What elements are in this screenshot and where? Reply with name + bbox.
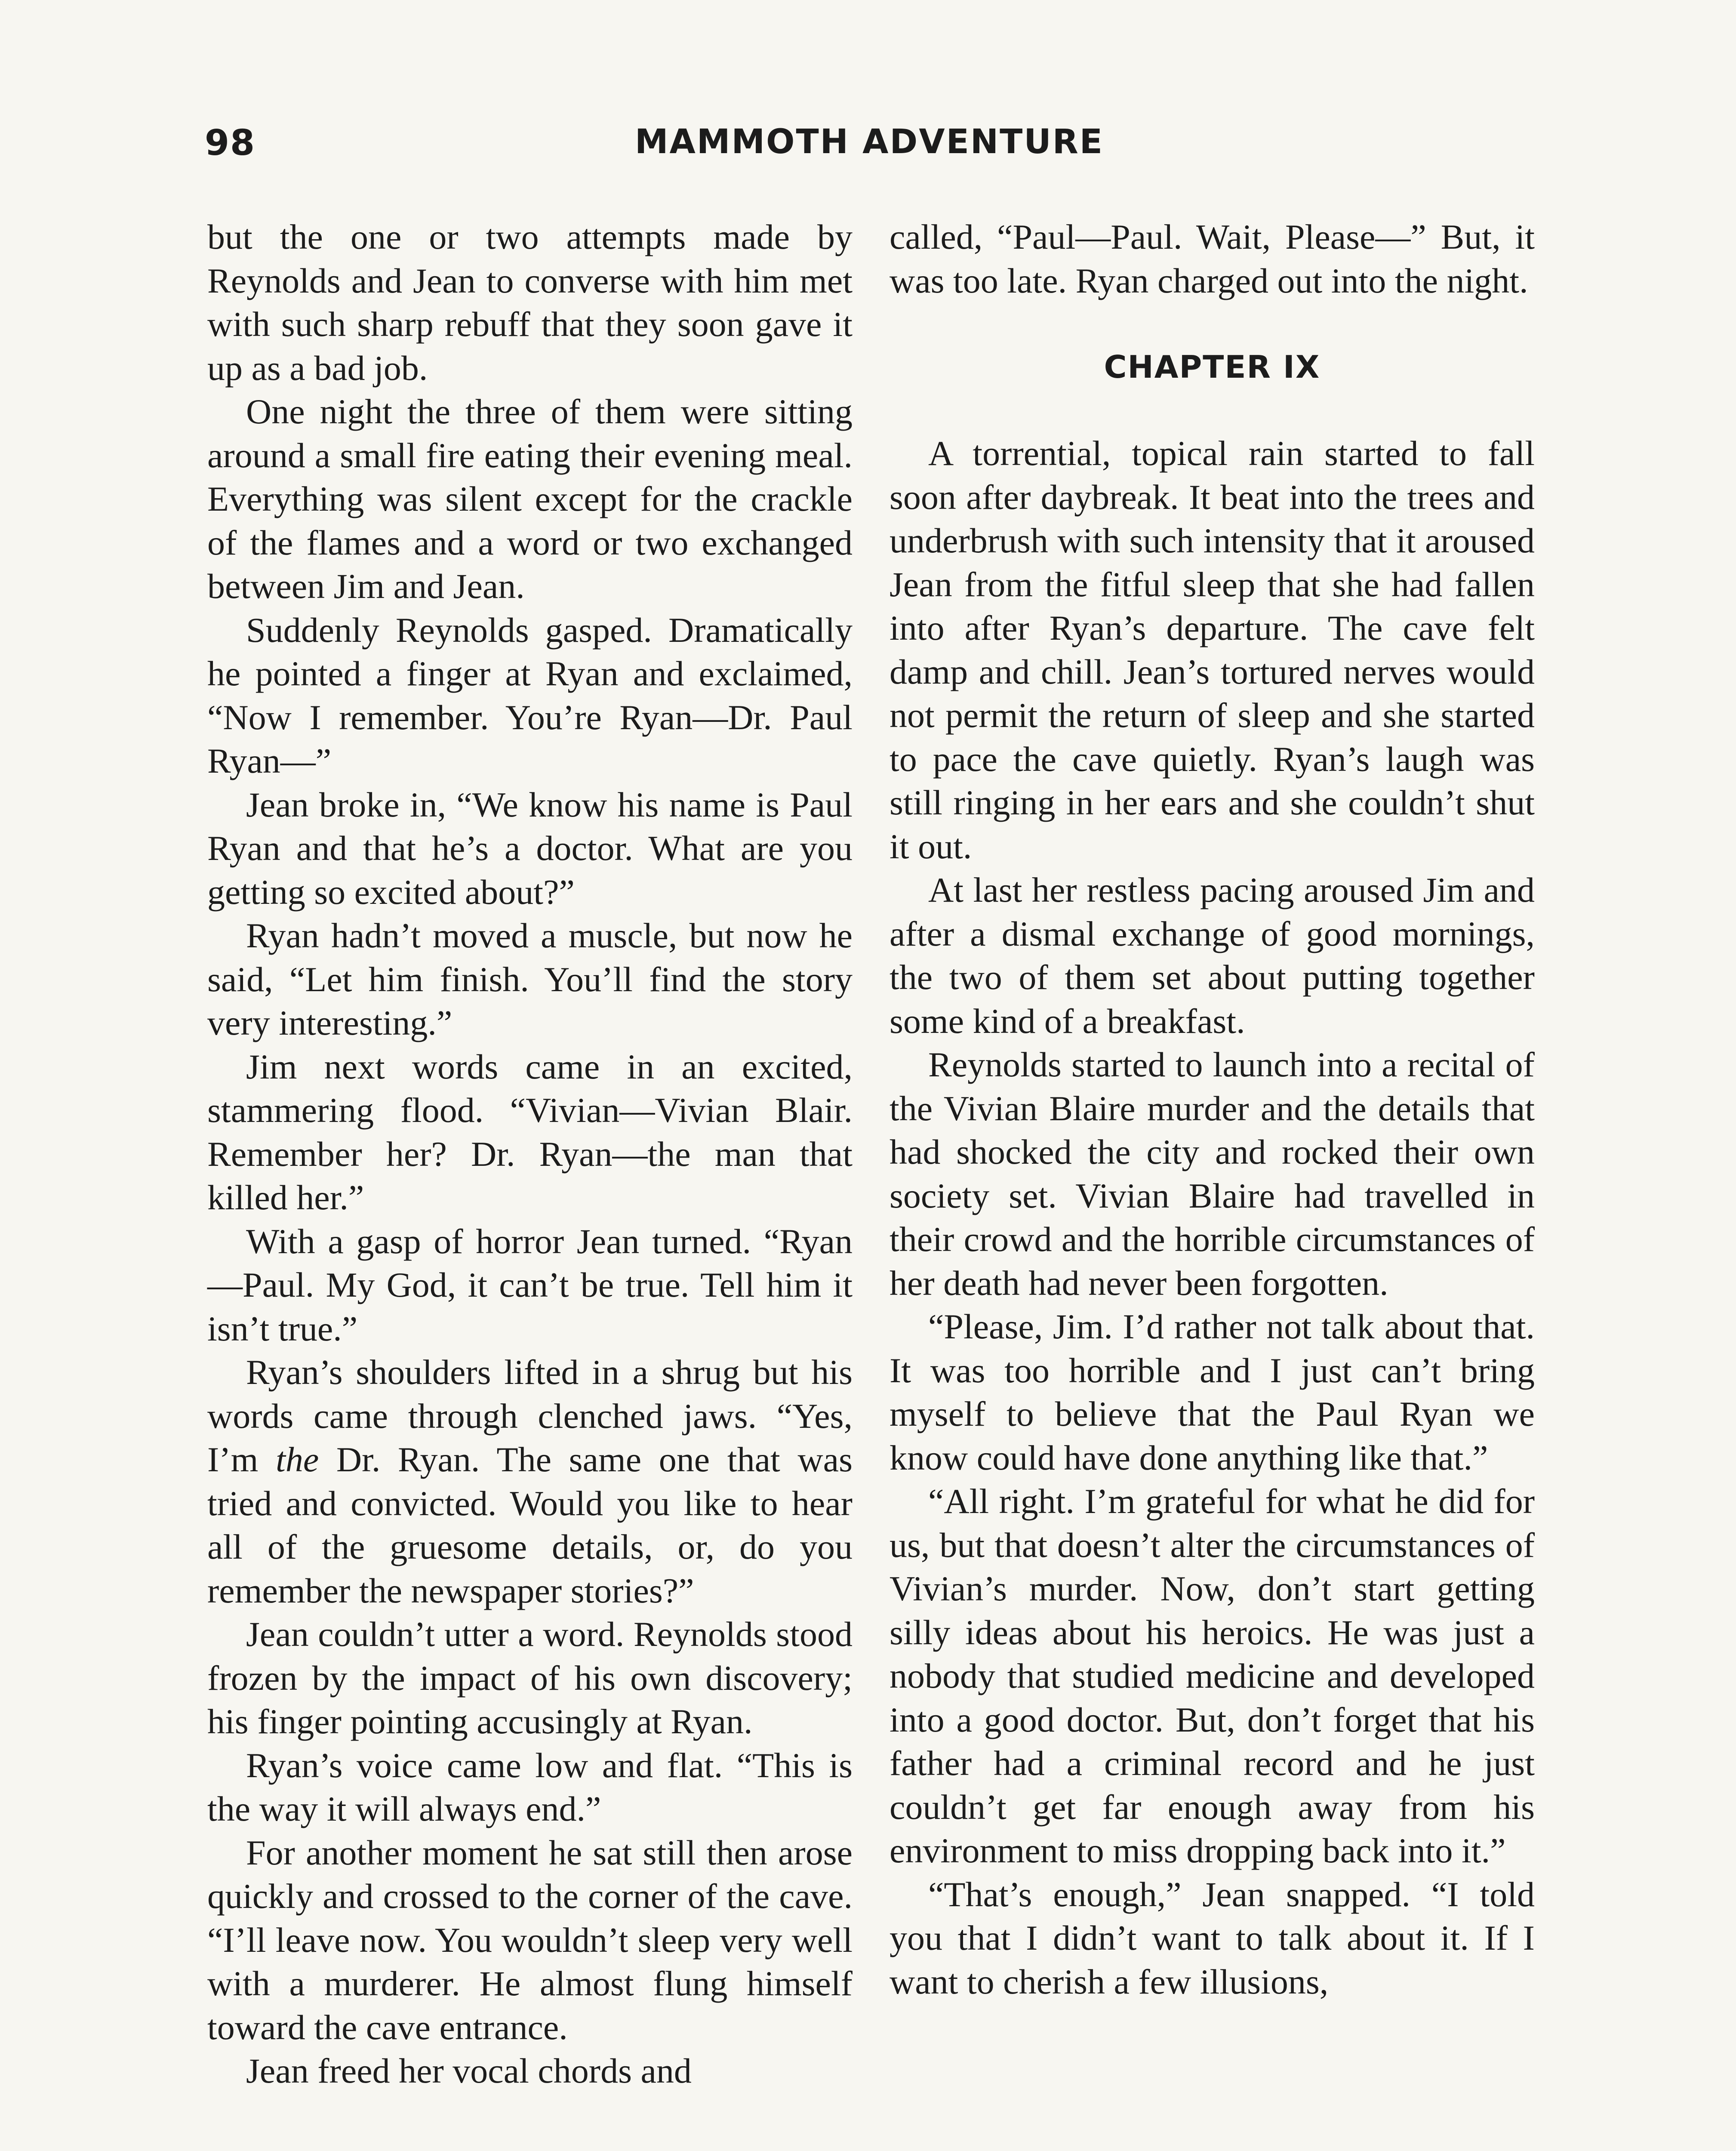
page-header [205,123,1534,174]
chapter-heading: CHAPTER IX [1104,349,1320,385]
paragraph: “Please, Jim. I’d rather not talk about that. It was too horrible and I just can’t bring myself to believe that the Paul Ryan we know could have done anything like that.” [890,1307,1535,1477]
paragraph: Jean broke in, “We know his name is Paul Ryan and that he’s a doctor. What are you getting so excited about?” [207,785,853,912]
paragraph: called, “Paul—Paul. Wait, Please—” But, it was too late. Ryan charged out into the night. [890,217,1535,300]
paragraph: For another moment he sat still then arose quickly and crossed to the corner of the cave. “I’ll leave now. You wouldn’t sleep very well with a murderer. He almost flung himself toward the cave entrance. [207,1833,853,2047]
paragraph: Ryan’s voice came low and flat. “This is the way it will always end.” [207,1745,853,1828]
paragraph: but the one or two attempts made by Reynolds and Jean to converse with him met with such sharp rebuff that they soon gave it up as a bad job. [207,217,853,388]
paragraph: Reynolds started to launch into a recital of the Vivian Blaire murder and the details that had shocked the city and rocked their own society set. Vivian Blaire had travelled in their crowd and the horrible circumstances of her death had never been forgotten. [890,1045,1535,1303]
paragraph: Ryan hadn’t moved a muscle, but now he said, “Let him finish. You’ll find the story very interesting.” [207,916,853,1042]
paragraph: Jim next words came in an excited, stammering flood. “Vivian—Vivian Blair. Remember her? Dr. Ryan—the man that killed her.” [207,1047,853,1217]
paragraph: Suddenly Reynolds gasped. Dramatically he pointed a finger at Ryan and exclaimed, “Now I remember. You’re Ryan—Dr. Paul Ryan—” [207,610,853,780]
text-run: Ryan’s shoulders lifted in a shrug but his words came through clenched jaws. “Yes, I’m [207,1353,853,1479]
paragraph: Jean freed her vocal chords and [246,2051,692,2090]
paragraph: One night the three of them were sitting around a small fire eating their evening meal. Everything was silent except for the crackle of the flames and a word or two exchanged between Jim and Jean. [207,392,853,606]
paragraph: At last her restless pacing aroused Jim and after a dismal exchange of good mornings, the two of them set about putting together some kind of a breakfast. [890,870,1535,1041]
paragraph: With a gasp of horror Jean turned. “Ryan—Paul. My God, it can’t be true. Tell him it isn’t true.” [207,1221,853,1348]
left-column [207,215,853,2093]
paragraph: “All right. I’m grateful for what he did for us, but that doesn’t alter the circumstances of Vivian’s murder. Now, don’t start getting silly ideas about his heroics. He was just a nobody that studied medicine and developed into a good doctor. But, don’t forget that his father had a criminal record and he just couldn’t get far enough away from his environment to miss dropping back into it.” [890,1482,1535,1870]
paragraph: Jean couldn’t utter a word. Reynolds stood frozen by the impact of his own discovery; his finger pointing accusingly at Ryan. [207,1615,853,1741]
running-head: MAMMOTH ADVENTURE [634,123,1104,161]
text-run: Dr. Ryan. The same one that was tried and convicted. Would you like to hear all of the gruesome details, or, do you remember the newspaper stories?” [207,1440,853,1610]
paragraph: A torrential, topical rain started to fall soon after daybreak. It beat into the trees and underbrush with such intensity that it aroused Jean from the fitful sleep that she had fallen into after Ryan’s departure. The cave felt damp and chill. Jean’s tortured nerves would not permit the return of sleep and she started to pace the cave quietly. Ryan’s laugh was still ringing in her ears and she couldn’t shut it out. [890,434,1535,866]
page-number: 98 [205,123,256,163]
paragraph: “That’s enough,” Jean snapped. “I told you that I didn’t want to talk about it. If I want to cherish a few illusions, [890,1874,1535,2001]
right-column [890,215,1535,2003]
emphasis-text: the [276,1440,319,1479]
paragraph [207,1350,853,1612]
